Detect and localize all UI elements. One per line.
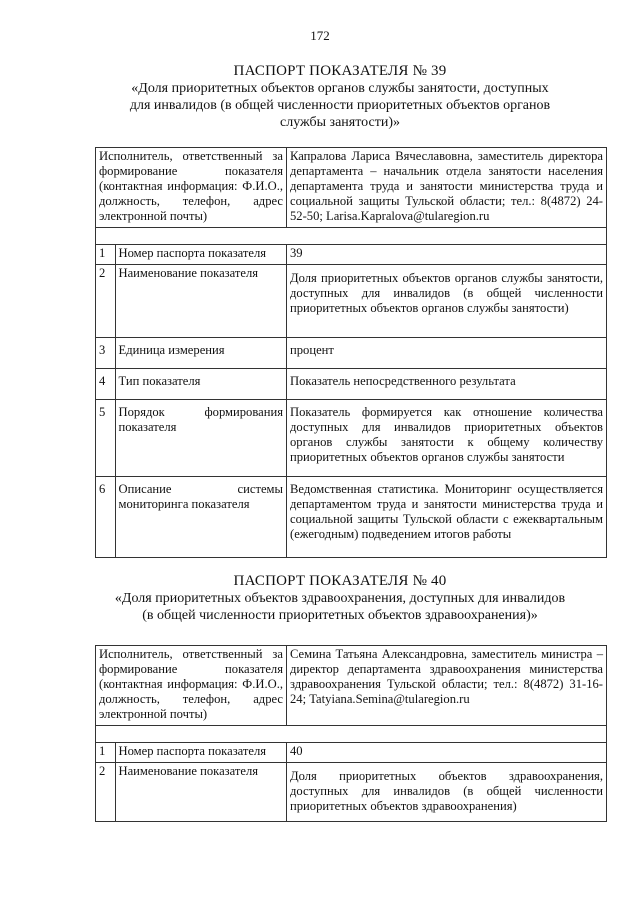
row-label: Тип показателя <box>115 369 287 400</box>
passport-40-subtitle-line: «Доля приоритетных объектов здравоохранения, доступных для инвалидов <box>114 591 566 606</box>
executor-value: Капралова Лариса Вячеславовна, заместитель директора департамента – начальник отдела занятости населения департамента труда и занятости министерства труда и социальной защиты Тульской области; тел.: 8(4872) 24-52-50; Larisa.Kapralova@tularegion.ru <box>287 148 607 228</box>
row-number: 3 <box>96 338 116 369</box>
table-row <box>96 265 607 338</box>
executor-row <box>96 148 607 228</box>
row-value: 40 <box>287 743 607 763</box>
row-label: Наименование показателя <box>115 265 287 338</box>
passport-39-heading <box>60 63 620 131</box>
table-row <box>96 477 607 558</box>
row-label: Номер паспорта показателя <box>115 245 287 265</box>
row-label: Наименование показателя <box>115 763 287 822</box>
row-value: процент <box>287 338 607 369</box>
row-value: Доля приоритетных объектов здравоохранения, доступных для инвалидов (в общей численности приоритетных объектов здравоохранения) <box>287 763 607 822</box>
row-value: Показатель непосредственного результата <box>287 369 607 400</box>
row-number: 1 <box>96 743 116 763</box>
passport-39-title: ПАСПОРТ ПОКАЗАТЕЛЯ № 39 <box>233 63 447 79</box>
passport-39-table <box>95 147 607 558</box>
row-number: 2 <box>96 265 116 338</box>
passport-40-subtitle-line: (в общей численности приоритетных объектов здравоохранения)» <box>142 608 538 623</box>
row-value: Доля приоритетных объектов органов службы занятости, доступных для инвалидов (в общей численности приоритетных объектов органов службы занятости) <box>287 265 607 338</box>
passport-39-subtitle-line: «Доля приоритетных объектов органов службы занятости, доступных <box>131 81 549 96</box>
row-value: Показатель формируется как отношение количества доступных для инвалидов приоритетных объектов органов службы занятости к общему количеству приоритетных объектов органов службы занятости <box>287 400 607 477</box>
table-spacer <box>96 228 607 245</box>
table-spacer <box>96 726 607 743</box>
row-label: Единица измерения <box>115 338 287 369</box>
table-row <box>96 763 607 822</box>
passport-40-heading <box>60 573 620 624</box>
table-row <box>96 369 607 400</box>
row-number: 2 <box>96 763 116 822</box>
executor-label: Исполнитель, ответственный за формирование показателя (контактная информация: Ф.И.О., должность, телефон, адрес электронной почты) <box>96 646 287 726</box>
row-label: Номер паспорта показателя <box>115 743 287 763</box>
passport-40-title: ПАСПОРТ ПОКАЗАТЕЛЯ № 40 <box>233 573 447 589</box>
passport-40-table <box>95 645 607 822</box>
table-row <box>96 400 607 477</box>
passport-39-subtitle-line: для инвалидов (в общей численности приоритетных объектов органов <box>129 98 551 113</box>
row-value: 39 <box>287 245 607 265</box>
row-label: Описание системы мониторинга показателя <box>115 477 287 558</box>
row-label: Порядок формирования показателя <box>115 400 287 477</box>
table-row <box>96 245 607 265</box>
row-number: 5 <box>96 400 116 477</box>
table-row <box>96 338 607 369</box>
row-value: Ведомственная статистика. Мониторинг осуществляется департаментом труда и занятости министерства труда и социальной защиты Тульской области с ежеквартальным (ежегодным) подведением итогов работы <box>287 477 607 558</box>
table-row <box>96 743 607 763</box>
page-number: 172 <box>310 28 330 43</box>
row-number: 6 <box>96 477 116 558</box>
executor-row <box>96 646 607 726</box>
row-number: 4 <box>96 369 116 400</box>
executor-value: Семина Татьяна Александровна, заместитель министра – директор департамента здравоохранения министерства здравоохранения Тульской области; тел.: 8(4872) 31-16-24; Tatyiana.Semina@tularegion.ru <box>287 646 607 726</box>
passport-39-subtitle-line: службы занятости)» <box>280 115 400 130</box>
executor-label: Исполнитель, ответственный за формирование показателя (контактная информация: Ф.И.О., должность, телефон, адрес электронной почты) <box>96 148 287 228</box>
row-number: 1 <box>96 245 116 265</box>
